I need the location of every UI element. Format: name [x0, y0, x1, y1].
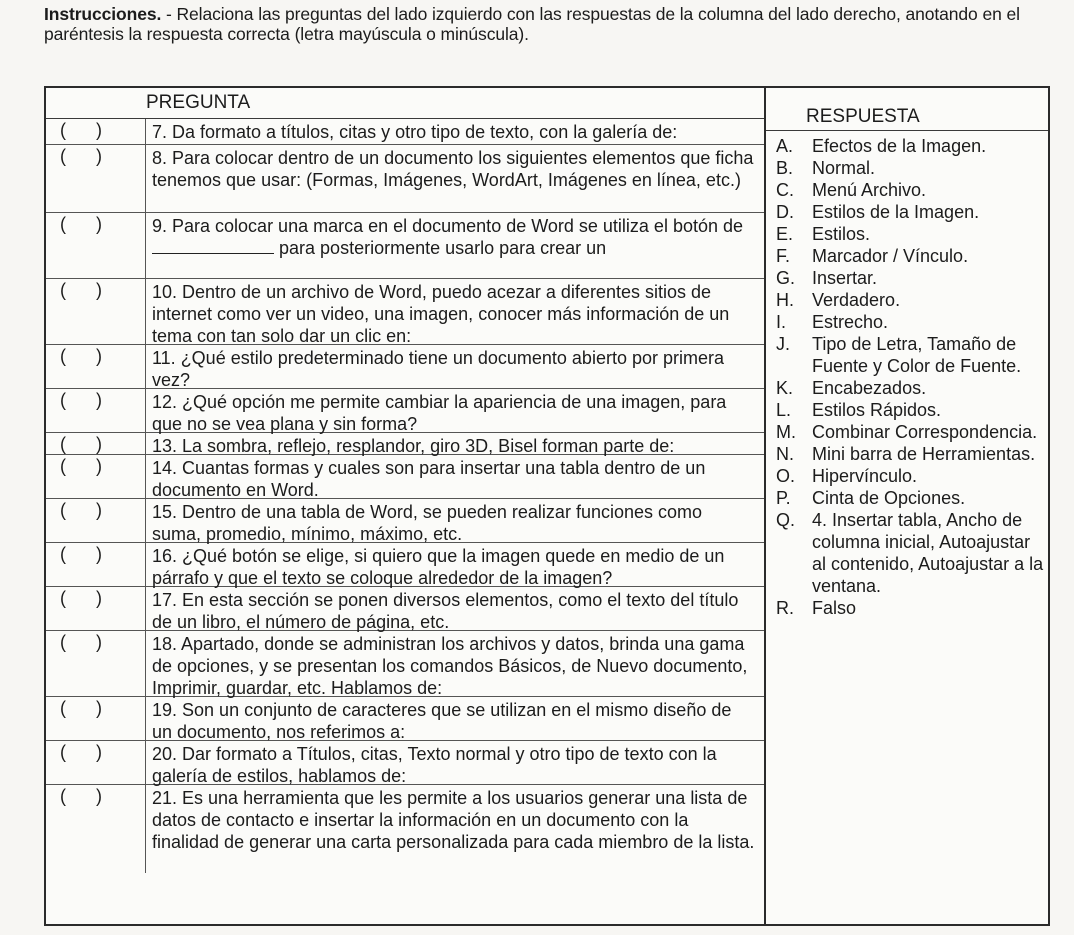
answer-blank-paren[interactable]: ( ) — [46, 741, 146, 784]
answer-option — [776, 157, 1048, 179]
answer-option — [776, 245, 1048, 267]
answer-text: Efectos de la Imagen. — [812, 136, 987, 156]
answer-letter: C. — [776, 180, 794, 200]
question-row — [46, 119, 764, 145]
answer-blank-paren[interactable]: ( ) — [46, 631, 146, 696]
question-text: 13. La sombra, reflejo, resplandor, giro 3D, Bisel forman parte de: — [152, 436, 675, 456]
answer-text: Normal. — [812, 158, 876, 178]
answer-header: RESPUESTA — [766, 104, 1048, 131]
question-text: 15. Dentro de una tabla de Word, se pueden realizar funciones como suma, promedio, mínimo, máximo, etc. — [152, 502, 703, 544]
question-text: 12. ¿Qué opción me permite cambiar la apariencia de una imagen, para que no se vea plana y sin forma? — [152, 392, 727, 434]
question-row — [46, 455, 764, 499]
question-row — [46, 785, 764, 873]
question-row — [46, 213, 764, 279]
answer-letter: O. — [776, 466, 796, 486]
answer-blank-paren[interactable]: ( ) — [46, 587, 146, 630]
instructions-body: - Relaciona las preguntas del lado izquierdo con las respuestas de la columna del lado derecho, anotando en el paréntesis la respuesta correcta (letra mayúscula o minúscula). — [44, 4, 1020, 44]
answer-letter: L. — [776, 400, 792, 420]
answer-option — [776, 289, 1048, 311]
answer-blank-paren[interactable]: ( ) — [46, 543, 146, 586]
answer-text: Menú Archivo. — [812, 180, 927, 200]
answer-blank-paren[interactable]: ( ) — [46, 145, 146, 212]
answer-option — [776, 421, 1048, 443]
answer-letter: R. — [776, 598, 794, 618]
answer-text: Encabezados. — [812, 378, 927, 398]
answer-letter: J. — [776, 334, 791, 354]
answer-option — [776, 223, 1048, 245]
matching-table — [44, 86, 1050, 926]
question-row — [46, 587, 764, 631]
answer-letter: H. — [776, 290, 794, 310]
answer-text: Estilos. — [812, 224, 871, 244]
answer-blank-paren[interactable]: ( ) — [46, 697, 146, 740]
answer-option — [776, 135, 1048, 157]
question-row — [46, 543, 764, 587]
answer-text: Tipo de Letra, Tamaño de Fuente y Color de Fuente. — [812, 334, 1022, 376]
answer-letter: F. — [776, 246, 791, 266]
answer-letter: I. — [776, 312, 787, 332]
instructions-lead: Instrucciones. — [44, 4, 162, 24]
question-text-part: para posteriormente usarlo para crear un — [279, 238, 607, 258]
question-row — [46, 433, 764, 455]
answer-letter: M. — [776, 422, 796, 442]
answer-option — [776, 465, 1048, 487]
answer-text: Falso — [812, 598, 857, 618]
question-text — [146, 213, 764, 278]
answer-option — [776, 333, 1048, 377]
question-row — [46, 697, 764, 741]
answer-letter: K. — [776, 378, 794, 398]
question-text: 7. Da formato a títulos, citas y otro tipo de texto, con la galería de: — [152, 122, 678, 142]
question-text: 21. Es una herramienta que les permite a los usuarios generar una lista de datos de contacto e insertar la información en un documento con la finalidad de generar una carta personalizada para cada miembro de la lista. — [152, 788, 755, 852]
answer-option — [776, 509, 1048, 597]
question-row — [46, 389, 764, 433]
answer-blank-paren[interactable]: ( ) — [46, 389, 146, 432]
answer-letter: N. — [776, 444, 794, 464]
answer-text: 4. Insertar tabla, Ancho de columna inicial, Autoajustar al contenido, Autoajustar a la ventana. — [812, 510, 1044, 596]
question-text: 10. Dentro de un archivo de Word, puedo acezar a diferentes sitios de internet como ver un video, una imagen, conocer más información de un tema con tan solo dar un clic en: — [152, 282, 730, 346]
question-header: PREGUNTA — [46, 88, 764, 119]
answer-letter: Q. — [776, 510, 796, 530]
question-text: 8. Para colocar dentro de un documento los siguientes elementos que ficha tenemos que usar: (Formas, Imágenes, WordArt, Imágenes en línea, etc.) — [152, 148, 754, 190]
answer-letter: D. — [776, 202, 794, 222]
question-text: 19. Son un conjunto de caracteres que se utilizan en el mismo diseño de un documento, nos referimos a: — [152, 700, 732, 742]
answer-text: Verdadero. — [812, 290, 901, 310]
answer-text: Insertar. — [812, 268, 878, 288]
fill-in-blank[interactable] — [152, 237, 274, 254]
answer-option — [776, 311, 1048, 333]
question-column — [46, 88, 766, 924]
answer-text: Estrecho. — [812, 312, 889, 332]
answer-column — [766, 88, 1048, 924]
question-row — [46, 741, 764, 785]
answer-blank-paren[interactable]: ( ) — [46, 499, 146, 542]
question-text: 20. Dar formato a Títulos, citas, Texto normal y otro tipo de texto con la galería de estilos, hablamos de: — [152, 744, 717, 786]
answer-letter: P. — [776, 488, 791, 508]
answer-blank-paren[interactable]: ( ) — [46, 213, 146, 278]
answer-option — [776, 201, 1048, 223]
answer-blank-paren[interactable]: ( ) — [46, 785, 146, 873]
answer-text: Combinar Correspondencia. — [812, 422, 1038, 442]
instructions — [44, 4, 1064, 44]
answer-text: Estilos Rápidos. — [812, 400, 942, 420]
answer-option — [776, 399, 1048, 421]
answer-option — [776, 267, 1048, 289]
answer-blank-paren[interactable]: ( ) — [46, 345, 146, 388]
answer-letter: G. — [776, 268, 796, 288]
answer-option — [776, 443, 1048, 465]
answer-option — [776, 179, 1048, 201]
question-row — [46, 345, 764, 389]
answer-text: Estilos de la Imagen. — [812, 202, 980, 222]
answer-option — [776, 597, 1048, 619]
answer-letter: A. — [776, 136, 794, 156]
answer-option — [776, 487, 1048, 509]
answer-option — [776, 377, 1048, 399]
answer-letter: B. — [776, 158, 794, 178]
question-text: 14. Cuantas formas y cuales son para insertar una tabla dentro de un documento en Word. — [152, 458, 706, 500]
question-text-part: 9. Para colocar una marca en el documento de Word se utiliza el botón de — [152, 216, 744, 236]
question-row — [46, 631, 764, 697]
answer-text: Marcador / Vínculo. — [812, 246, 969, 266]
answer-text: Mini barra de Herramientas. — [812, 444, 1036, 464]
question-list — [46, 119, 764, 873]
answer-text: Hipervínculo. — [812, 466, 918, 486]
question-row — [46, 145, 764, 213]
answer-blank-paren[interactable]: ( ) — [46, 455, 146, 498]
answer-list — [766, 131, 1048, 619]
question-text: 18. Apartado, donde se administran los archivos y datos, brinda una gama de opciones, y se presentan los comandos Básicos, de Nuevo documento, Imprimir, guardar, etc. Hablamos de: — [152, 634, 748, 698]
answer-blank-paren[interactable]: ( ) — [46, 279, 146, 344]
answer-blank-paren[interactable]: ( ) — [46, 433, 146, 454]
question-row — [46, 279, 764, 345]
question-text: 17. En esta sección se ponen diversos elementos, como el texto del título de un libro, el número de página, etc. — [152, 590, 739, 632]
question-row — [46, 499, 764, 543]
answer-letter: E. — [776, 224, 794, 244]
answer-text: Cinta de Opciones. — [812, 488, 966, 508]
question-text: 16. ¿Qué botón se elige, si quiero que la imagen quede en medio de un párrafo y que el texto se coloque alrededor de la imagen? — [152, 546, 725, 588]
answer-blank-paren[interactable]: ( ) — [46, 119, 146, 144]
question-text: 11. ¿Qué estilo predeterminado tiene un documento abierto por primera vez? — [152, 348, 724, 390]
